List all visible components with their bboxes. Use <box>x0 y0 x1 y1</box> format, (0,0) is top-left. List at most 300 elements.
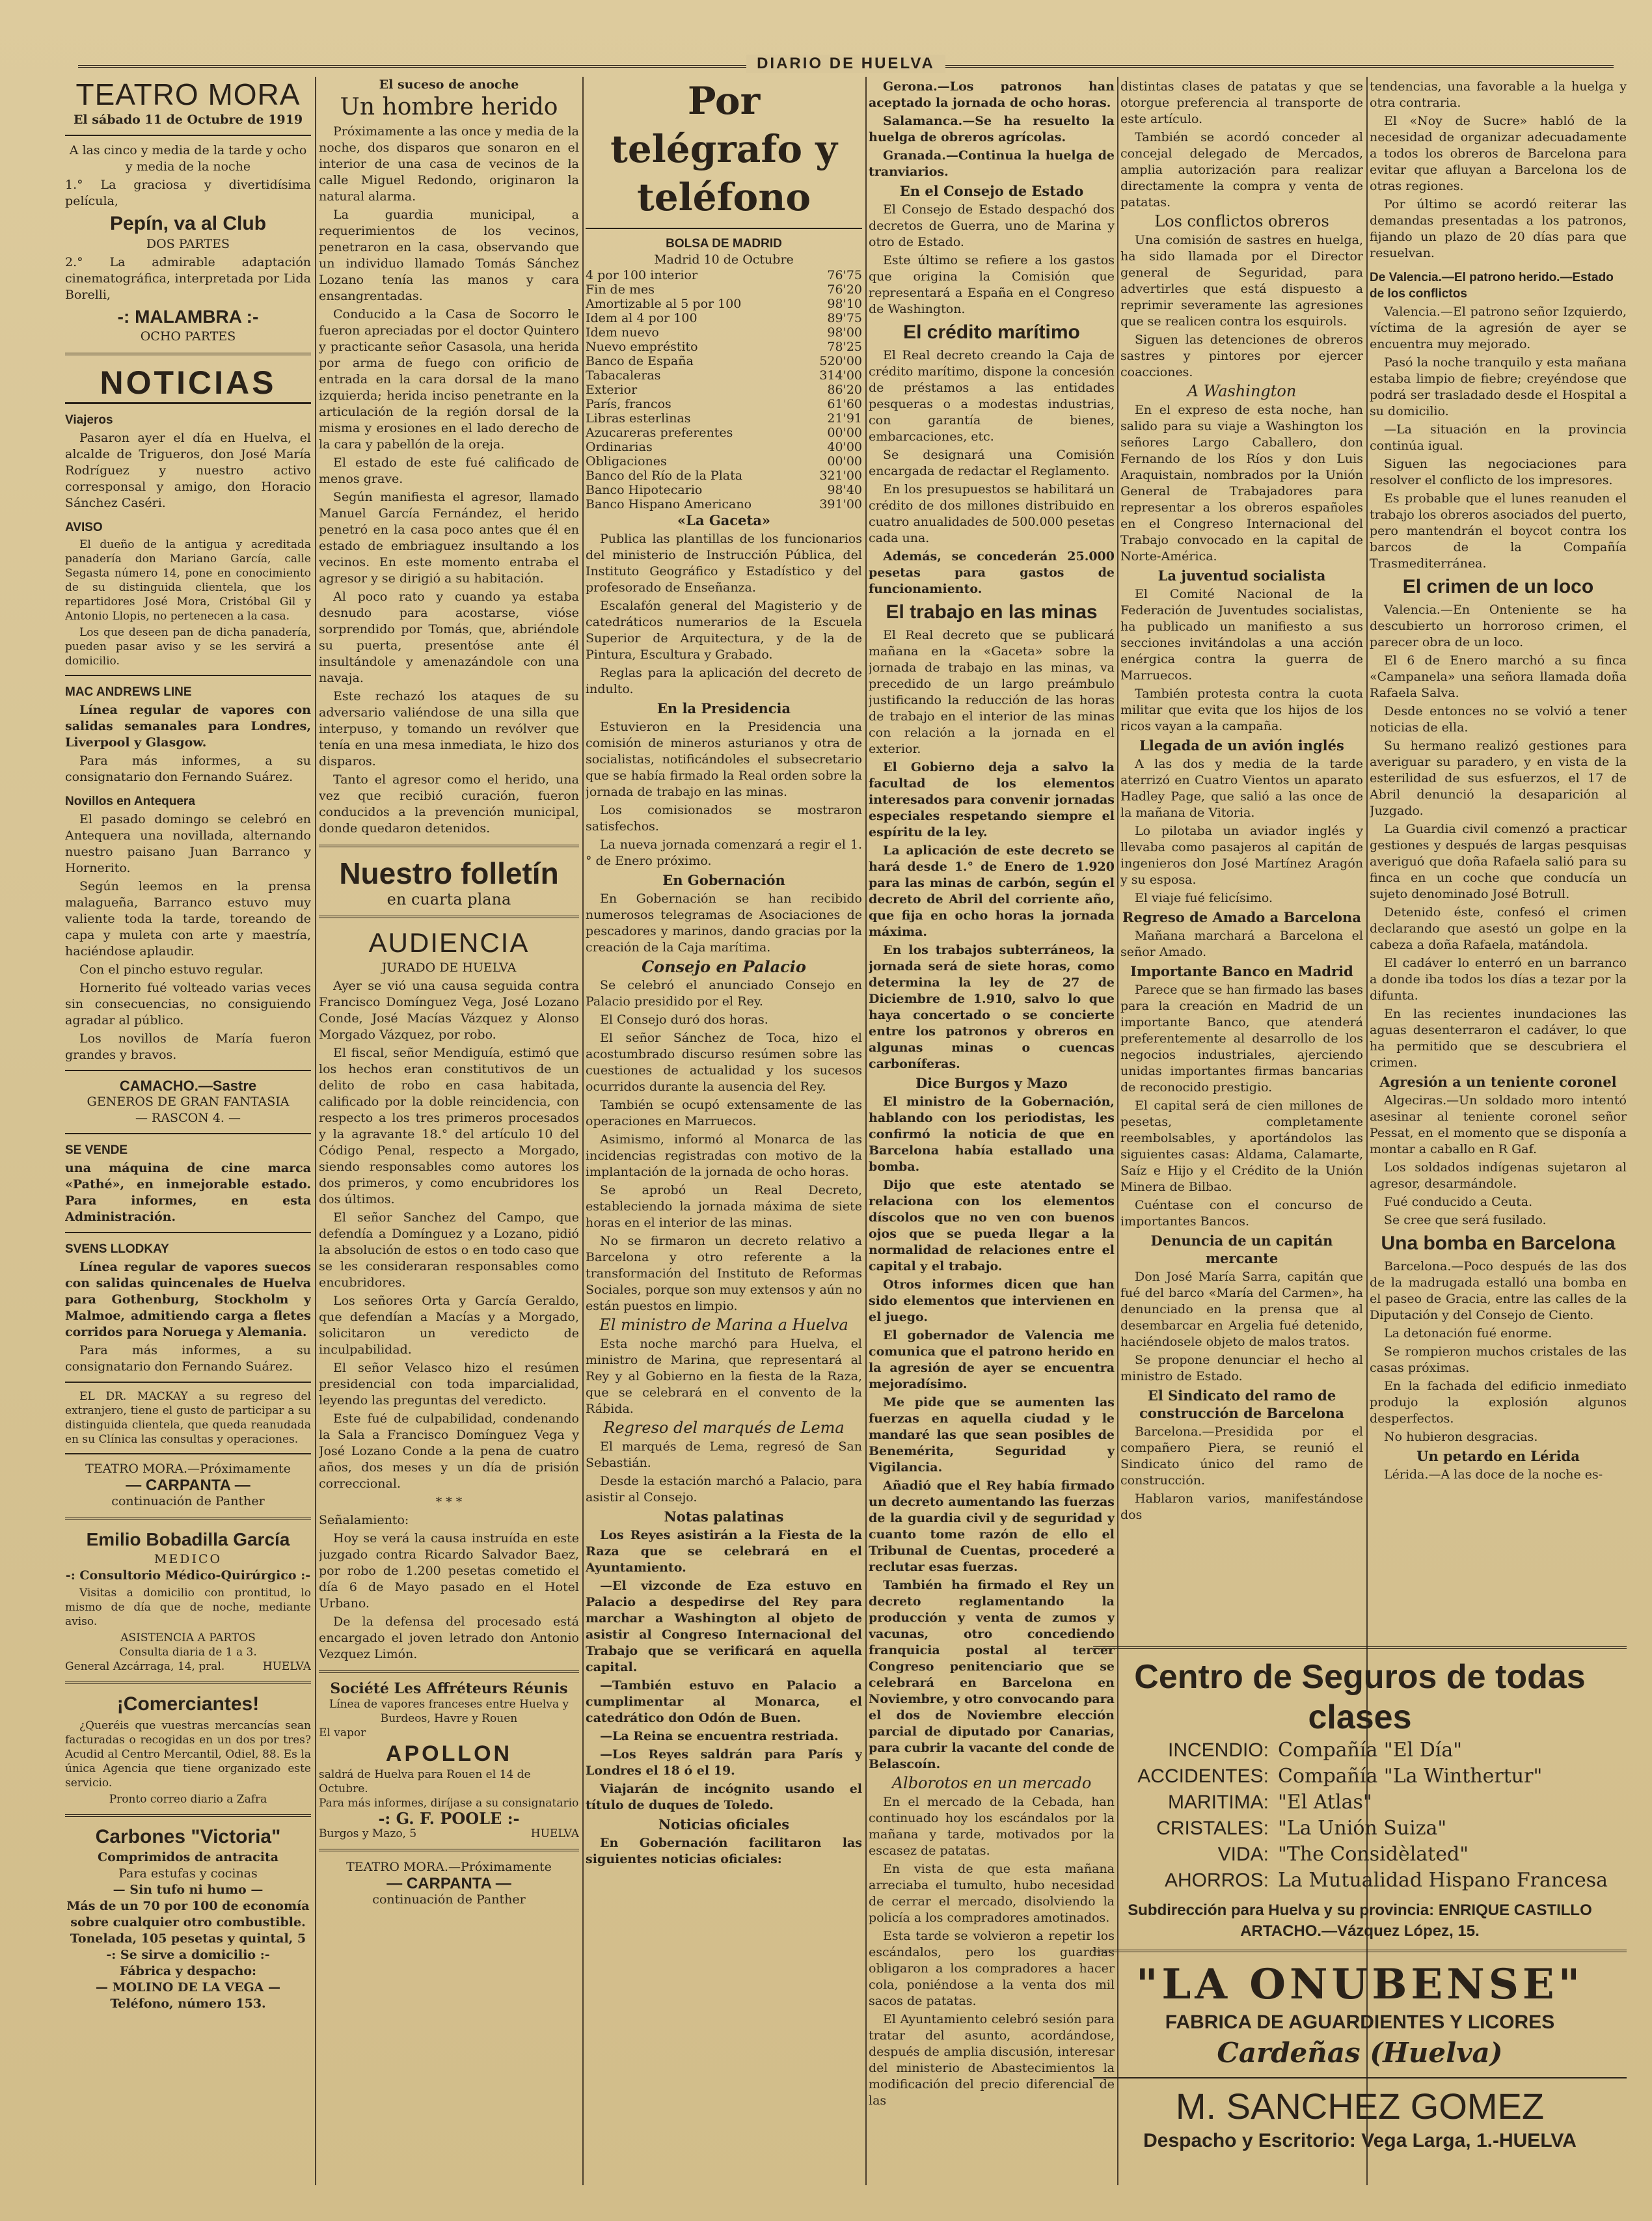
suceso-p8: Tanto el agresor como el herido, una vez que recibió curación, fueron conducidos a la prevención municipal, donde quedaron detenidos. <box>319 772 579 836</box>
medico-partos: ASISTENCIA A PARTOS <box>120 1631 256 1644</box>
onubense-subtitle: FABRICA DE AGUARDIENTES Y LICORES <box>1165 2011 1555 2033</box>
audiencia-p6: Este fué de culpabilidad, condenando la Sala a Francisco Domínguez Vega y José Lozano Conde a la pena de cuatro años, dos meses y un día de prisión correccional. <box>319 1411 579 1491</box>
vende-heading: SE VENDE <box>65 1143 128 1157</box>
minas-p4: En los trabajos subterráneos, la jornada será de siete horas, como determina la ley de 27 de Diciembre de 1.910, salvo lo que haya concertado o se concierte entre los patronos y obreros en algunas minas o cuencas carboníferas. <box>869 943 1115 1071</box>
agresion-heading: Agresión a un teniente coronel <box>1379 1074 1617 1090</box>
medico-text: Visitas a domicilio con prontitud, lo mismo de día que de noche, mediante aviso. <box>65 1587 311 1628</box>
seguros-type: MARITIMA: <box>1168 1792 1269 1813</box>
bolsa-name: 4 por 100 interior <box>586 268 698 282</box>
novillos-text-2: Según leemos en la prensa malagueña, Barranco estuvo muy valiente toda la tarde, toreando de capa y muleta con arte y maestría, haciéndose aplaudir. <box>65 879 311 959</box>
audiencia-p2: El fiscal, señor Mendiguía, estimó que los hechos eran constitutivos de un delito de robo en casa habitada, calificado por la doble reincidencia, con respecto a los tres primeros procesados y la agravante 18.° del artículo 10 del Código Penal, respecto a Morgado, siendo responsables como autores los dos primeros, y como encubridores los dos últimos. <box>319 1046 579 1206</box>
jurado-heading: JURADO DE HUELVA <box>381 961 517 975</box>
masthead-title: DIARIO DE HUELVA <box>746 55 945 73</box>
avion-heading: Llegada de un avión inglés <box>1139 737 1344 754</box>
column-rule <box>315 77 316 2185</box>
estado-heading: En el Consejo de Estado <box>899 183 1084 199</box>
seguros-type: AHORROS: <box>1164 1870 1269 1891</box>
medico-address: General Azcárraga, 14, pral. <box>65 1660 225 1673</box>
svens-heading: SVENS LLODKAY <box>65 1242 169 1256</box>
seguros-row <box>1093 1842 1627 1868</box>
consejo-p7: No se firmaron un decreto relativo a Barcelona y otro referente a la transformación del Instituto de Reformas Sociales, porque son muy extensos y aún no están puestos en limpio. <box>586 1234 862 1313</box>
notas-p6: Viajarán de incógnito usando el título de duques de Toledo. <box>586 1782 862 1812</box>
conflictos-p2: Siguen las detenciones de obreros sastres y pintores por ejercer coacciones. <box>1120 333 1363 379</box>
mac-text: Línea regular de vapores con salidas semanales para Londres, Liverpool y Glasgow. <box>65 703 311 750</box>
bolsa-value: 78'25 <box>827 340 862 354</box>
sindicato-heading: El Sindicato del ramo de construcción de Barcelona <box>1139 1387 1344 1421</box>
bolsa-value: 86'20 <box>827 383 862 397</box>
column-rule <box>582 77 584 2185</box>
bolsa-name: Idem al 4 por 100 <box>586 311 697 325</box>
valencia-p5: Es probable que el lunes reanuden el trabajo los obreros asociados del puerto, pero mantendrán el boycot contra los barcos de la Compañía Trasmediterránea. <box>1370 491 1627 571</box>
novillos-text-4: Hornerito fué volteado varias veces sin consecuencias, no consiguiendo agradar al público. <box>65 981 311 1028</box>
gaceta-p3: Reglas para la aplicación del decreto de indulto. <box>586 666 862 696</box>
audiencia-p4: Los señores Orta y García Geraldo, que defendían a Macías y a Morgado, solicitaron un veredicto de inculpabilidad. <box>319 1294 579 1357</box>
lerida-heading: Un petardo en Lérida <box>1416 1448 1580 1464</box>
alborotos-p4: El Ayuntamiento celebró sesión para tratar del asunto, acordándose, después de amplia discusión, interesar del ministerio de Abastecimientos la modificación del precio diferencial de las <box>869 2012 1115 2108</box>
sindicato-p1: Barcelona.—Presidida por el compañero Piera, se reunió el Sindicato único del ramo de construcción. <box>1120 1424 1363 1488</box>
societe-ship: APOLLON <box>385 1741 513 1766</box>
seguros-type: VIDA: <box>1217 1844 1269 1865</box>
medico-address-row <box>65 1659 311 1674</box>
audiencia-p3: El señor Sanchez del Campo, que defendía a Domínguez y a Lozano, pidió la absolución de estos o en todo caso que se les consideraran responsables como encubridores. <box>319 1210 579 1290</box>
consejo-heading: Consejo en Palacio <box>642 957 806 976</box>
credito-p1: El Real decreto creando la Caja de crédito marítimo, dispone la concesión de préstamos a las entidades pesqueras o a modestas industrias, con garantía de bienes, embarcaciones, etc. <box>869 348 1115 444</box>
societe-address-row <box>319 1827 579 1841</box>
capitan-p1: Don José María Sarra, capitán que fué del barco «María del Carmen», ha denunciado en la prensa que al desembarcar en Argelia fué detenido, haciéndosele objeto de malos tratos. <box>1120 1270 1363 1349</box>
senalamiento-p2: De la defensa del procesado está encargado el joven letrado don Antonio Vezquez Limón. <box>319 1615 579 1661</box>
teatro3-subtitle: continuación de Panther <box>372 1892 526 1907</box>
sindicato-cont-p3: Por último se acordó reiterar las demandas presentadas a los patronos, fijando un plazo de 20 días para que resuelvan. <box>1370 197 1627 260</box>
bolsa-name: París, francos <box>586 397 671 411</box>
crimen-p3: Desde entonces no se volvió a tener noticias de ella. <box>1370 704 1627 735</box>
amado-heading: Regreso de Amado a Barcelona <box>1122 909 1361 925</box>
crimen-p7: El cadáver lo enterró en un barranco a donde iba todos los días a tezar por la difunta. <box>1370 956 1627 1003</box>
consejo-p1: Se celebró el anunciado Consejo en Palacio presidido por el Rey. <box>586 978 862 1009</box>
bolsa-row <box>586 368 862 383</box>
column-2 <box>319 77 579 1908</box>
bolsa-value: 98'00 <box>827 325 862 340</box>
novillos-text-5: Los novillos de María fueron grandes y bravos. <box>65 1031 311 1062</box>
bolsa-heading: BOLSA DE MADRID <box>666 237 782 251</box>
valencia-p3: —La situación en la provincia continúa igual. <box>1370 422 1627 453</box>
telegrafo-title: Por telégrafo y teléfono <box>610 79 837 219</box>
banco-p2: El capital será de cien millones de pesetas, completamente reembolsables, y aportándolos las siguientes casas: Aldama, Calamarte, Saíz e Hijo y el Crédito de la Unión Minera de Bilbao. <box>1120 1098 1363 1194</box>
mackay-text: EL DR. MACKAY a su regreso del extranjero, tiene el gusto de participar a su distinguida clientela, que queda reanudada en su Clínica las consultas y operaciones. <box>65 1390 311 1446</box>
seguros-company: Compañía "El Día" <box>1278 1739 1463 1762</box>
alborotos-p1: En el mercado de la Cebada, han continuado hoy los escándalos por la mañana y tarde, motivados por la escasez de patatas. <box>869 1795 1115 1858</box>
audiencia-p1: Ayer se vió una causa seguida contra Francisco Domínguez Vega, José Lozano Conde, José Macías Vázquez y Alonso Morgado Vázquez, por robo. <box>319 979 579 1042</box>
presidencia-heading: En la Presidencia <box>657 700 791 716</box>
marina-heading: El ministro de Marina a Huelva <box>599 1316 848 1334</box>
alborotos-p3: Esta tarde se volvieron a repetir los escándalos, pero los guardias obligaron a los compradores a hacer cola, poniéndose a la venta dos mil sacos de patatas. <box>869 1929 1115 2008</box>
carbones-text-7: Fábrica y despacho: <box>119 1964 257 1978</box>
carbones-text-4: Más de un 70 por 100 de economía sobre cualquier otro combustible. <box>66 1899 310 1929</box>
medico-heading: -: Consultorio Médico-Quirúrgico :- <box>65 1568 311 1583</box>
bolsa-value: 98'10 <box>827 297 862 311</box>
notas-p3: —También estuvo en Palacio a cumplimentar al Monarca, el catedrático don Odón de Buen. <box>586 1678 862 1725</box>
teatro3-heading: TEATRO MORA.—Próximamente <box>346 1860 552 1874</box>
bolsa-row <box>586 411 862 426</box>
bolsa-row <box>586 282 862 297</box>
teatro-item-1: 1.° La graciosa y divertidísima película, <box>65 178 311 208</box>
avion-p3: El viaje fué felicísimo. <box>1135 891 1273 905</box>
burgos-p1: El ministro de la Gobernación, hablando con los periodistas, les confirmó la noticia de que en Barcelona había estallado una bomba. <box>869 1095 1115 1174</box>
bolsa-row <box>586 454 862 469</box>
column-4 <box>869 77 1115 2111</box>
aviso-text-2: Los que deseen pan de dicha panadería, pueden pasar aviso y se les servirá a domicilio. <box>65 626 311 668</box>
estado-p2: Este último se refiere a los gastos que origina la Comisión que representará a España en el Congreso de Washington. <box>869 253 1115 316</box>
seguros-type: CRISTALES: <box>1156 1818 1269 1839</box>
bolsa-name: Banco del Río de la Plata <box>586 469 743 483</box>
carbones-text-6: -: Se sirve a domicilio :- <box>106 1948 270 1962</box>
bolsa-name: Tabacaleras <box>586 368 661 383</box>
washington-p1: En el expreso de esta noche, han salido para su viaje a Washington los señores Largo Caballero, don Fernando de los Ríos y don Luis Araquistain, nombrados por la Unión General de Trabajadores para representar a los obreros españoles en el Congreso Internacional del Trabajo convocado en la capital de Norte-América. <box>1120 403 1363 564</box>
novillos-text: El pasado domingo se celebró en Antequera una novillada, alternando nuestro paisano Juan Barranco y Hornerito. <box>65 812 311 875</box>
aviso-text: El dueño de la antigua y acreditada panadería don Mariano García, calle Segasta número 14, pone en conocimiento de su distinguida clientela, que los repartidores José Mora, Cristóbal Gil y Antonio Llopis, no pertenecen a la casa. <box>65 538 311 623</box>
teatro-film-1: Pepín, va al Club <box>109 213 267 234</box>
medico-name: Emilio Bobadilla García <box>86 1529 290 1549</box>
carbones-text-8: — MOLINO DE LA VEGA — <box>95 1980 281 1995</box>
capitan-p2: Se propone denunciar el hecho al ministro de Estado. <box>1120 1353 1363 1383</box>
societe-agent: -: G. F. POOLE :- <box>378 1809 520 1828</box>
bolsa-date: Madrid 10 de Octubre <box>654 252 794 267</box>
viajeros-text: Pasaron ayer el día en Huelva, el alcalde de Trigueros, don José María Rodríguez y nuestro activo corresponsal y amigo, don Horacio Sánchez Caséri. <box>65 431 311 510</box>
minas-p1: El Real decreto que se publicará mañana en la «Gaceta» sobre la jornada de trabajo en las minas, va precedido de un largo preámbulo justificando la reducción de las horas de trabajo en el interior de las minas con relación a la jornada en el exterior. <box>869 628 1115 756</box>
bolsa-name: Obligaciones <box>586 454 667 469</box>
bolsa-value: 391'00 <box>819 497 862 511</box>
novillos-heading: Novillos en Antequera <box>65 795 195 808</box>
column-5 <box>1120 77 1363 1574</box>
medico-hours: Consulta diaria de 1 a 3. <box>119 1646 257 1659</box>
bolsa-value: 520'00 <box>819 354 862 368</box>
bolsa-name: Banco de España <box>586 354 694 368</box>
masthead <box>78 52 1614 72</box>
suceso-title: Un hombre herido <box>340 94 558 120</box>
juventud-p2: También protesta contra la cuota militar que evita que los hijos de los ricos vayan a la campaña. <box>1120 687 1363 733</box>
teatro-film-1-parts: DOS PARTES <box>146 237 230 251</box>
crimen-p1: Valencia.—En Onteniente se ha descubierto un horroroso crimen, el parecer obra de un loco. <box>1370 603 1627 649</box>
bolsa-name: Idem nuevo <box>586 325 659 340</box>
valencia-p4: Siguen las negociaciones para resolver el conflicto de los impresores. <box>1370 457 1627 487</box>
ads-area <box>1093 1646 1627 2193</box>
sindicato-cont-p1: tendencias, una favorable a la huelga y otra contraria. <box>1370 79 1627 110</box>
bolsa-value: 00'00 <box>827 426 862 440</box>
teatro-film-2-parts: OCHO PARTES <box>140 329 236 344</box>
column-3 <box>586 77 862 1870</box>
bolsa-value: 314'00 <box>819 368 862 383</box>
column-1 <box>65 77 311 2012</box>
bolsa-value: 98'40 <box>827 483 862 497</box>
societe-text-3: Para más informes, diríjase a su consignatario <box>319 1797 579 1810</box>
bolsa-row <box>586 483 862 497</box>
bolsa-name: Banco Hispano Americano <box>586 497 752 511</box>
suceso-p4: El estado de este fué calificado de menos grave. <box>319 456 579 486</box>
audiencia-title: AUDIENCIA <box>368 927 530 958</box>
bolsa-value: 321'00 <box>819 469 862 483</box>
folletin-title: Nuestro folletín <box>339 856 559 890</box>
bolsa-name: Nuevo empréstito <box>586 340 698 354</box>
gobernacion-heading: En Gobernación <box>662 872 785 888</box>
teatro-intro: A las cinco y media de la tarde y ocho y media de la noche <box>69 143 307 174</box>
camacho-text: GENEROS DE GRAN FANTASIA <box>87 1095 290 1109</box>
credito-p4: Además, se concederán 25.000 pesetas para gastos de funcionamiento. <box>869 549 1115 596</box>
burgos-p6: Añadió que el Rey había firmado un decreto aumentando las fuerzas de la guardia civil y de seguridad y cuanto tome razón de ello el Tribunal de Cuentas, procederé a reclutar esas fuerzas. <box>869 1478 1115 1574</box>
noticias-title: NOTICIAS <box>65 363 311 404</box>
huelgas-p1: Gerona.—Los patronos han aceptado la jornada de ocho horas. <box>869 79 1115 110</box>
bolsa-name: Fin de mes <box>586 282 655 297</box>
onubense-name: M. SANCHEZ GOMEZ <box>1175 2086 1545 2127</box>
teatro-film-2: -: MALAMBRA :- <box>117 307 259 327</box>
carbones-text-5: Tonelada, 105 pesetas y quintal, 5 <box>70 1931 306 1946</box>
comerciantes-heading: ¡Comerciantes! <box>116 1693 260 1715</box>
seguros-company: "La Unión Suiza" <box>1278 1817 1447 1840</box>
handwritten-mark <box>1022 0 1360 46</box>
teatro-title: TEATRO MORA <box>75 77 301 111</box>
camacho-address: — RASCON 4. — <box>135 1111 241 1125</box>
bolsa-value: 89'75 <box>827 311 862 325</box>
bolsa-value: 76'20 <box>827 282 862 297</box>
gaceta-p1: Publica las plantillas de los funcionarios del ministerio de Instrucción Pública, del Instituto Geográfico y Estadístico y del profesorado de Enseñanza. <box>586 532 862 595</box>
minas-p2: El Gobierno deja a salvo la facultad de los elementos interesados para convenir jornadas especiales respetando siempre el espíritu de la ley. <box>869 760 1115 839</box>
teatro3-title: — CARPANTA — <box>386 1875 511 1892</box>
bolsa-table <box>586 268 862 511</box>
patatas-p1: distintas clases de patatas y que se otorgue preferencia al transporte de este artículo. <box>1120 79 1363 126</box>
suceso-p5: Según manifiesta el agresor, llamado Manuel García Fernández, el herido penetró en la casa poco antes que él en estado de embriaguez insultando a los vecinos. En este momento entraba el agresor y se dirigió a su habitación. <box>319 490 579 586</box>
bolsa-row <box>586 469 862 483</box>
societe-vapor: El vapor <box>319 1726 366 1739</box>
societe-city: HUELVA <box>530 1827 579 1840</box>
carbones-text-1: Comprimidos de antracita <box>97 1850 279 1864</box>
burgos-heading: Dice Burgos y Mazo <box>915 1075 1068 1091</box>
carbones-text-3: — Sin tufo ni humo — <box>113 1883 264 1897</box>
suceso-p2: La guardia municipal, a requerimientos de los vecinos, penetraron en la casa, observando que un individuo llamado Tomás Sánchez Lozano tenía las manos y cara ensangrentadas. <box>319 208 579 303</box>
burgos-p4: El gobernador de Valencia me comunica que el patrono herido en la agresión de ayer se encuentra mejoradísimo. <box>869 1328 1115 1391</box>
svens-text-2: Para más informes, a su consignatario don Fernando Suárez. <box>65 1343 311 1374</box>
bolsa-value: 76'75 <box>827 268 862 282</box>
patatas-p2: También se acordó conceder al concejal delegado de Mercados, amplia autorización para realizar directamente la compra y venta de patatas. <box>1120 130 1363 210</box>
bomba-p2: La detonación fué enorme. <box>1384 1326 1552 1341</box>
burgos-p3: Otros informes dicen que han sido elementos que intervienen en el juego. <box>869 1277 1115 1324</box>
svens-text: Línea regular de vapores suecos con salidas quincenales de Huelva para Gothenburg, Stockholm y Malmoe, admitiendo carga a fletes corridos para Noruega y Alemania. <box>65 1260 311 1339</box>
burgos-p7: También ha firmado el Rey un decreto reglamentando la producción y venta de zumos y vacunas, otro concediendo franquicia postal al tercer Congreso penitenciario que se celebrará en Barcelona en Noviembre, y otro convocando para el dos de Noviembre elección parcial de diputado por Canarias, para cubrir la vacante del conde de Belascoín. <box>869 1578 1115 1771</box>
camacho-heading: CAMACHO.—Sastre <box>119 1078 257 1094</box>
carbones-heading: Carbones "Victoria" <box>95 1826 281 1847</box>
amado-p1: Mañana marchará a Barcelona el señor Amado. <box>1120 929 1363 959</box>
seguros-row <box>1093 1816 1627 1842</box>
viajeros-heading: Viajeros <box>65 413 113 427</box>
banco-p1: Parece que se han firmado las bases para la creación en Madrid de un importante Banco, que atenderá preferentemente al desarrollo de los negocios industriales, ajerciendo unidas importantes firmas bancarias de reconocido prestigio. <box>1120 983 1363 1095</box>
seguros-footer: Subdirección para Huelva y su provincia: ENRIQUE CASTILLO ARTACHO.—Vázquez López, 15. <box>1128 1901 1592 1940</box>
lema-p1: El marqués de Lema, regresó de San Sebastián. <box>586 1439 862 1470</box>
marina-p1: Esta noche marchó para Huelva, el ministro de Marina, que representará al Rey y al Gobierno en la fiesta de la Raza, que se celebrará en el convento de la Rábida. <box>586 1337 862 1416</box>
comerciantes-text-2: Pronto correo diario a Zafra <box>109 1793 267 1806</box>
carbones-text-2: Para estufas y cocinas <box>118 1866 258 1881</box>
bolsa-name: Ordinarias <box>586 440 653 454</box>
teatro-date: El sábado 11 de Octubre de 1919 <box>73 113 303 127</box>
presidencia-p1: Estuvieron en la Presidencia una comisión de mineros asturianos y otra de socialistas, notificándoles el subsecretario que se había firmado la Real orden sobre la jornada de trabajo en las minas. <box>586 720 862 799</box>
consejo-p2: El Consejo duró dos horas. <box>600 1013 768 1027</box>
huelgas-p3: Granada.—Continua la huelga de tranviarios. <box>869 148 1115 179</box>
conflictos-heading: Los conflictos obreros <box>1154 212 1329 230</box>
juventud-p1: El Comité Nacional de la Federación de Juventudes socialistas, ha publicado un manifiesto a sus secciones invitándolas a una acción enérgica contra la guerra de Marruecos. <box>1120 587 1363 683</box>
bolsa-name: Exterior <box>586 383 638 397</box>
estado-p1: El Consejo de Estado despachó dos decretos de Guerra, uno de Marina y otro de Estado. <box>869 202 1115 249</box>
credito-heading: El crédito marítimo <box>903 321 1080 343</box>
comerciantes-text: ¿Queréis que vuestras mercancías sean facturadas o recogidas en un dos por tres? Acudid al Centro Mercantil, Odiel, 88. Es la única Agencia que tiene organizado este servicio. <box>65 1719 311 1790</box>
novillos-text-3: Con el pincho estuvo regular. <box>79 962 264 977</box>
audiencia-stars: * * * <box>435 1495 463 1509</box>
medico-city: HUELVA <box>262 1660 311 1673</box>
bolsa-row <box>586 426 862 440</box>
mac-heading: MAC ANDREWS LINE <box>65 685 192 699</box>
crimen-p5: La Guardia civil comenzó a practicar gestiones y después de largas pesquisas averiguó que doña Rafaela salió para su finca en un coche que conducía un sujeto denominado José Botrull. <box>1370 822 1627 901</box>
suceso-p1: Próximamente a las once y media de la noche, dos disparos que sonaron en el interior de una casa de vecinos de la calle Miguel Redondo, originaron la natural alarma. <box>319 124 579 204</box>
bomba-p5: No hubieron desgracias. <box>1384 1430 1538 1444</box>
consejo-p3: El señor Sánchez de Toca, hizo el acostumbrado discurso resúmen sobre las cuestiones de actualidad y los sucesos ocurridos durante la ausencia del Rey. <box>586 1031 862 1094</box>
agresion-p1: Algeciras.—Un soldado moro intentó asesinar al teniente coronel señor Pessat, en el momento que se disponía a montar a caballo en R Gaf. <box>1370 1093 1627 1156</box>
column-rule <box>865 77 867 2185</box>
consejo-p6: Se aprobó un Real Decreto, estableciendo la jornada máxima de siete horas en el interior de las minas. <box>586 1183 862 1230</box>
societe-text: Línea de vapores franceses entre Huelva y Burdeos, Havre y Rouen <box>329 1698 569 1725</box>
medico-title: MEDICO <box>154 1552 223 1566</box>
consejo-p4: También se ocupó extensamente de las operaciones en Marruecos. <box>586 1098 862 1128</box>
bomba-p4: En la fachada del edificio inmediato produjo la explosión algunos desperfectos. <box>1370 1379 1627 1426</box>
seguros-row <box>1093 1868 1627 1894</box>
oficiales-p1: En Gobernación facilitaron las siguientes noticias oficiales: <box>586 1836 862 1866</box>
notas-p5: —Los Reyes saldrán para París y Londres el 18 ó el 19. <box>586 1747 862 1778</box>
onubense-address: Despacho y Escritorio: Vega Larga, 1.-HUELVA <box>1143 2130 1577 2151</box>
bolsa-name: Libras esterlinas <box>586 411 691 426</box>
lema-heading: Regreso del marqués de Lema <box>603 1419 845 1437</box>
bolsa-name: Amortizable al 5 por 100 <box>586 297 742 311</box>
burgos-p5: Me pide que se aumenten las fuerzas en aquella ciudad y le mandaré las que sean posibles de Benemérita, Seguridad y Vigilancia. <box>869 1395 1115 1475</box>
consejo-p5: Asimismo, informó al Monarca de las incidencias registradas con motivo de la implantación de la jornada de ocho horas. <box>586 1132 862 1179</box>
bolsa-value: 21'91 <box>827 411 862 426</box>
bolsa-value: 40'00 <box>827 440 862 454</box>
seguros-list <box>1093 1737 1627 1894</box>
presidencia-p3: La nueva jornada comenzará a regir el 1.° de Enero próximo. <box>586 838 862 868</box>
societe-address: Burgos y Mazo, 5 <box>319 1827 417 1840</box>
banco-p3: Cuéntase con el concurso de importantes Bancos. <box>1120 1198 1363 1229</box>
seguros-title: Centro de Seguros de todas clases <box>1134 1658 1586 1736</box>
credito-p2: Se designará una Comisión encargada de redactar el Reglamento. <box>869 448 1115 478</box>
seguros-row <box>1093 1764 1627 1790</box>
societe-heading: Société Les Affréteurs Réunis <box>330 1680 568 1697</box>
seguros-type: ACCIDENTES: <box>1137 1765 1269 1787</box>
bomba-p3: Se rompieron muchos cristales de las casas próximas. <box>1370 1344 1627 1375</box>
bolsa-row <box>586 311 862 325</box>
lerida-p1: Lérida.—A las doce de la noche es- <box>1384 1467 1603 1482</box>
avion-p1: A las dos y media de la tarde aterrizó en Cuatro Vientos un aparato Hadley Page, que salió a las once de la mañana de Vitoria. <box>1120 757 1363 820</box>
bolsa-row <box>586 383 862 397</box>
bomba-heading: Una bomba en Barcelona <box>1381 1233 1616 1254</box>
bolsa-row <box>586 268 862 282</box>
senalamiento-heading: Señalamiento: <box>319 1513 409 1527</box>
burgos-p2: Dijo que este atentado se relaciona con los elementos díscolos que no ven con buenos ojos que se pueda llegar a la normalidad de relaciones entre el capital y el trabajo. <box>869 1178 1115 1274</box>
onubense-place: Cardeñas (Huelva) <box>1217 2037 1503 2069</box>
seguros-row <box>1093 1790 1627 1816</box>
bolsa-row <box>586 440 862 454</box>
seguros-company: "El Atlas" <box>1278 1791 1372 1814</box>
carbones-text-9: Teléfono, número 153. <box>110 1996 266 2011</box>
bolsa-row <box>586 325 862 340</box>
crimen-p4: Su hermano realizó gestiones para averiguar su paradero, y en vista de la esterilidad de sus esfuerzos, el 17 de Abril denunció la desaparición al Juzgado. <box>1370 739 1627 818</box>
senalamiento-p1: Hoy se verá la causa instruída en este juzgado contra Ricardo Salvador Baez, por robo de 1.200 pesetas cometido el día 6 de Mayo pasado en el Hotel Urbano. <box>319 1531 579 1611</box>
teatro2-title: — CARPANTA — <box>126 1477 251 1494</box>
alborotos-heading: Alborotos en un mercado <box>891 1774 1092 1792</box>
sindicato-cont-p2: El «Noy de Sucre» habló de la necesidad de organizar adecuadamente a todos los obreros de Barcelona para evitar que afluyan a Barcelona los de otras regiones. <box>1370 114 1627 193</box>
bolsa-name: Banco Hipotecario <box>586 483 703 497</box>
seguros-company: La Mutualidad Hispano Francesa <box>1278 1869 1608 1892</box>
gaceta-heading: «La Gaceta» <box>677 512 770 528</box>
bolsa-row <box>586 354 862 368</box>
agresion-p2: Los soldados indígenas sujetaron al agresor, desarmándole. <box>1370 1160 1627 1191</box>
column-6 <box>1370 77 1627 1632</box>
valencia-heading: De Valencia.—El patrono herido.—Estado de los conflictos <box>1370 271 1614 301</box>
agresion-p3: Fué conducido a Ceuta. <box>1384 1195 1533 1209</box>
crimen-p8: En las recientes inundaciones las aguas desenterraron el cadáver, lo que ha permitido que se descubriera el crimen. <box>1370 1007 1627 1070</box>
suceso-kicker: El suceso de anoche <box>379 77 519 92</box>
aviso-heading: AVISO <box>65 521 103 534</box>
agresion-p4: Se cree que será fusilado. <box>1384 1213 1547 1227</box>
bolsa-value: 61'60 <box>827 397 862 411</box>
avion-p2: Lo pilotaba un aviador inglés y llevaba como pasajeros al capitán de ingenieros don José Martínez Aragón y su esposa. <box>1120 824 1363 887</box>
credito-p3: En los presupuestos se habilitará un crédito de dos millones distribuido en cuatro anualidades de 500.000 pesetas cada una. <box>869 482 1115 545</box>
minas-p3: La aplicación de este decreto se hará desde 1.° de Enero de 1.920 para las minas de carbón, según el decreto de Abril del corriente año, que fija en ocho horas la jornada máxima. <box>869 843 1115 939</box>
washington-heading: A Washington <box>1187 382 1297 400</box>
bolsa-row <box>586 340 862 354</box>
lema-p2: Desde la estación marchó a Palacio, para asistir al Consejo. <box>586 1474 862 1505</box>
teatro2-subtitle: continuación de Panther <box>111 1494 265 1508</box>
alborotos-p2: En vista de que esta mañana arreciaba el tumulto, hubo necesidad de cerrar el mercado, disolviendo la policía a los compradores amotinados. <box>869 1862 1115 1925</box>
notas-p4: —La Reina se encuentra restriada. <box>600 1729 839 1743</box>
suceso-p3: Conducido a la Casa de Socorro le fueron apreciadas por el doctor Quintero y practicante señor Casasola, una herida por arma de fuego con orificio de entrada en la cara dorsal de la mano izquierda; herida inciso penetrante en la articulación de la región dorsal de la misma y erosiones en el lado derecho de la cara y pabellón de la oreja. <box>319 307 579 452</box>
bomba-p1: Barcelona.—Poco después de las dos de la madrugada estalló una bomba en el paseo de Gracia, entre las calles de la Diputación y del Consejo de Ciento. <box>1370 1259 1627 1322</box>
notas-p1: Los Reyes asistirán a la Fiesta de la Raza que se celebrará en el Ayuntamiento. <box>586 1528 862 1575</box>
suceso-p6: Al poco rato y cuando ya estaba desnudo para acostarse, vióse sorprendido por Tomás, que, abriéndole su puerta, presentóse ante él insultándole y amenazándole con una navaja. <box>319 590 579 685</box>
valencia-p2: Pasó la noche tranquilo y esta mañana estaba limpio de fiebre; creyéndose que podrá ser trasladado desde el Hospital a su domicilio. <box>1370 355 1627 418</box>
bolsa-value: 00'00 <box>827 454 862 469</box>
notas-heading: Notas palatinas <box>664 1508 784 1525</box>
folletin-subtitle: en cuarta plana <box>386 890 511 908</box>
minas-heading: El trabajo en las minas <box>886 601 1098 623</box>
crimen-p2: El 6 de Enero marchó a su finca «Campanela» una señora llamada doña Rafaela Salva. <box>1370 653 1627 700</box>
crimen-heading: El crimen de un loco <box>1402 576 1594 597</box>
teatro-item-2: 2.° La admirable adaptación cinematográfica, interpretada por Lida Borelli, <box>65 255 311 302</box>
seguros-company: Compañía "La Winthertur" <box>1278 1765 1543 1788</box>
juventud-heading: La juventud socialista <box>1158 567 1326 584</box>
crimen-p6: Detenido éste, confesó el crimen declarando que asestó un golpe en la cabeza a doña Rafaela, matándola. <box>1370 905 1627 952</box>
suceso-p7: Este rechazó los ataques de su adversario valiéndose de una silla que interpuso, y tomando un revólver que tenía en una mesa inmediata, le hizo dos disparos. <box>319 689 579 769</box>
oficiales-heading: Noticias oficiales <box>658 1816 790 1833</box>
audiencia-p5: El señor Velasco hizo el resúmen presidencial con toda imparcialidad, leyendo las preguntas del veredicto. <box>319 1361 579 1408</box>
presidencia-p2: Los comisionados se mostraron satisfechos. <box>586 803 862 834</box>
huelgas-p2: Salamanca.—Se ha resuelto la huelga de obreros agrícolas. <box>869 114 1115 144</box>
gobernacion-p1: En Gobernación se han recibido numerosos telegramas de Asociaciones de pescadores y marinos, dando gracias por la creación de la Caja marítima. <box>586 892 862 955</box>
bolsa-name: Azucareras preferentes <box>586 426 733 440</box>
teatro2-heading: TEATRO MORA.—Próximamente <box>85 1462 291 1476</box>
seguros-company: "The Considèlated" <box>1278 1843 1469 1866</box>
gaceta-p2: Escalafón general del Magisterio y de catedráticos numerarios de la Escuela Superior de Arquitectura, y de la de Pintura, Escultura y Grabado. <box>586 599 862 662</box>
vende-text: una máquina de cine marca «Pathé», en inmejorable estado. Para informes, en esta Administración. <box>65 1161 311 1224</box>
bolsa-row <box>586 397 862 411</box>
valencia-p1: Valencia.—El patrono señor Izquierdo, víctima de la agresión de ayer se encuentra muy mejorado. <box>1370 305 1627 351</box>
sindicato-p2: Hablaron varios, manifestándose dos <box>1120 1492 1363 1522</box>
mac-text-2: Para más informes, a su consignatario don Fernando Suárez. <box>65 754 311 784</box>
capitan-heading: Denuncia de un capitán mercante <box>1150 1233 1333 1266</box>
notas-p2: —El vizconde de Eza estuvo en Palacio a despedirse del Rey para marchar a Washington al objeto de asistir al Congreso Internacional del Trabajo que se verificará en aquella capital. <box>586 1579 862 1674</box>
seguros-row <box>1093 1737 1627 1764</box>
